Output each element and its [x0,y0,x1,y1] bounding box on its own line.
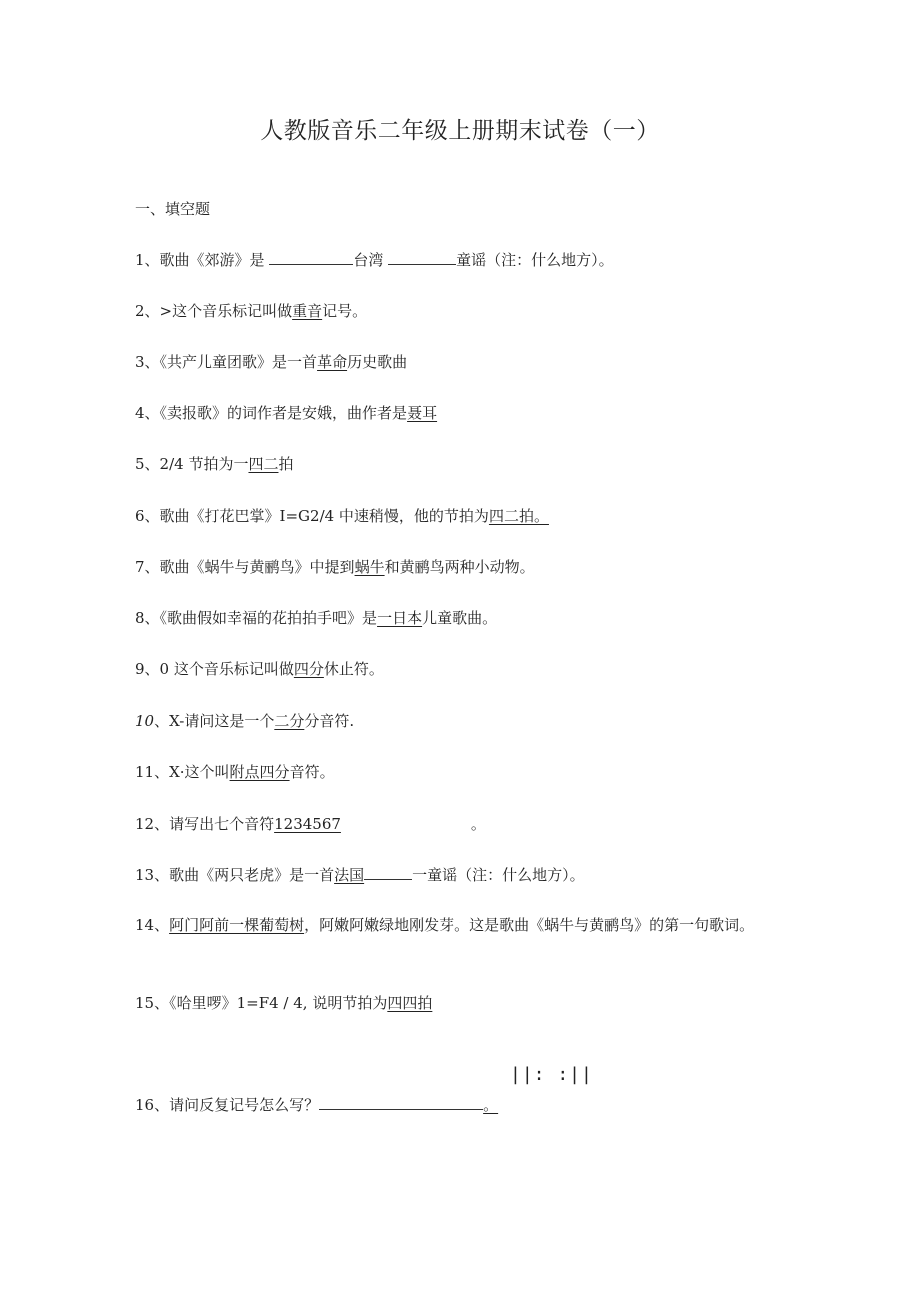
question-16: 16、请问反复记号怎么写？ 。 [135,1096,499,1114]
answer-text: 四二 [248,455,279,473]
question-10: 10、X-请问这是一个二分分音符. [135,712,355,730]
question-3: 3、《共产儿童团歌》是一首革命历史歌曲 [135,353,408,371]
answer-text: 聂耳 [407,404,438,422]
question-9: 9、0 这个音乐标记叫做四分休止符。 [135,660,384,678]
answer-text: 蜗牛 [354,558,385,576]
answer-blank[interactable] [319,1094,483,1110]
answer-text: 1234567 [274,815,341,833]
question-8: 8、《歌曲假如幸福的花拍拍手吧》是一日本儿童歌曲。 [135,609,498,627]
question-12: 12、请写出七个音符1234567 。 [135,815,486,833]
question-15: 15、《哈里啰》1=F4 / 4, 说明节拍为四四拍 [135,994,433,1012]
answer-text: 法国 [334,866,365,884]
answer-blank[interactable] [269,249,353,265]
answer-text: 四二拍。 [488,507,549,525]
question-14: 14、阿门阿前一棵葡萄树，阿嫩阿嫩绿地刚发芽。这是歌曲《蜗牛与黄鹂鸟》的第一句歌词。 [135,916,755,934]
section-heading: 一、填空题 [135,200,211,218]
question-7: 7、歌曲《蜗牛与黄鹂鸟》中提到蜗牛和黄鹂鸟两种小动物。 [135,558,535,576]
answer-text: 革命 [317,353,348,371]
page-title: 人教版音乐二年级上册期末试卷（一） [260,118,660,144]
question-6: 6、歌曲《打花巴掌》I=G2/4 中速稍慢，他的节拍为四二拍。 [135,507,549,525]
answer-text: 附点四分 [229,763,290,781]
question-4: 4、《卖报歌》的词作者是安娥，曲作者是聂耳 [135,404,438,422]
question-1: 1、歌曲《郊游》是 台湾 童谣（注：什么地方）。 [135,251,614,269]
question-11: 11、X·这个叫附点四分音符。 [135,763,335,781]
question-13: 13、歌曲《两只老虎》是一首法国 一童谣（注：什么地方）。 [135,866,585,884]
answer-text: 二分 [274,712,305,730]
answer-blank[interactable] [388,249,456,265]
answer-text: 四四拍 [387,994,433,1012]
answer-blank[interactable] [364,864,412,880]
question-2: 2、>这个音乐标记叫做重音记号。 [135,302,368,320]
answer-text: 阿门阿前一棵葡萄树 [169,916,305,934]
answer-text: 重音 [292,302,323,320]
question-5: 5、2/4 节拍为一四二拍 [135,455,294,473]
answer-text: 一日本 [377,609,423,627]
answer-text: 四分 [293,660,324,678]
repeat-sign-answer: ||: :|| [510,1064,593,1085]
